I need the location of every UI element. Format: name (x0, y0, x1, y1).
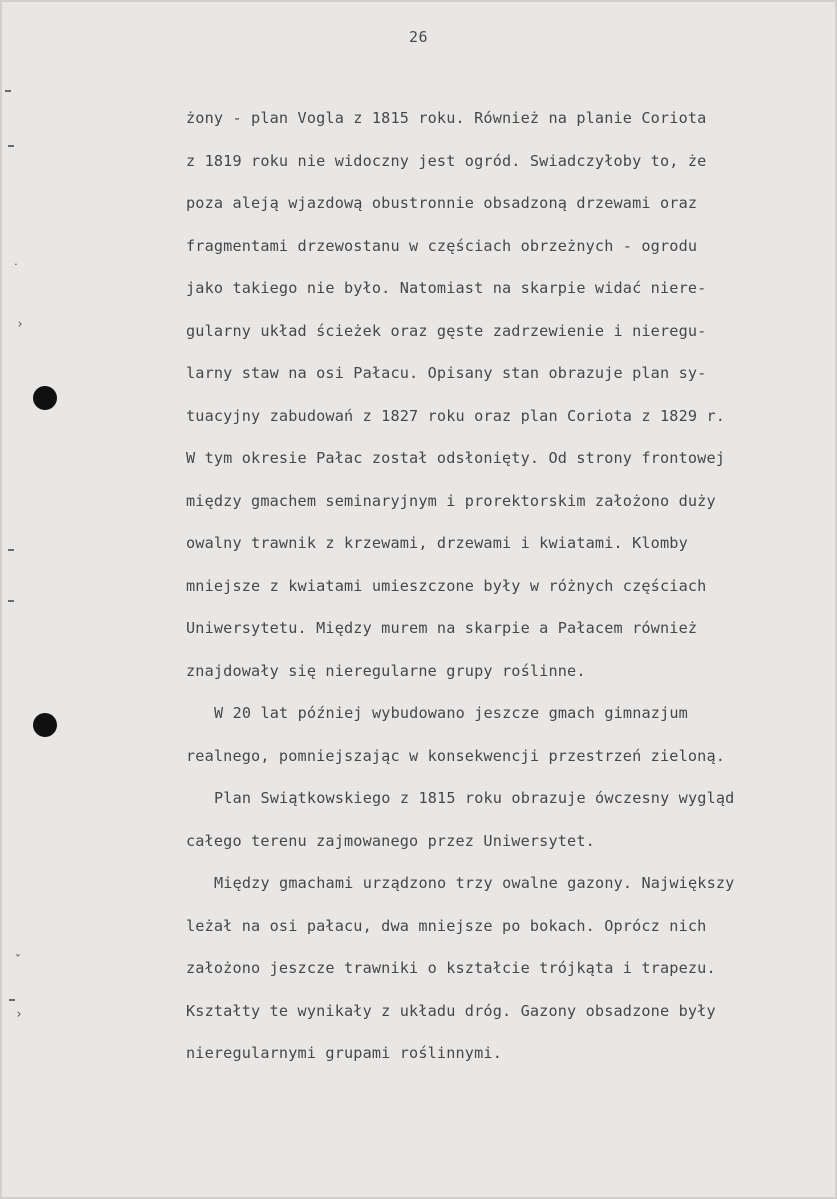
text-line: gularny układ ścieżek oraz gęste zadrzewienie i nieregu- (186, 321, 707, 340)
page-number: 26 (408, 28, 429, 46)
text-line: jako takiego nie było. Natomiast na skarpie widać niere- (186, 279, 707, 297)
text-line: Uniwersytetu. Między murem na skarpie a Pałacem również (186, 619, 698, 637)
margin-mark: › (15, 1007, 23, 1022)
text-line: larny staw na osi Pałacu. Opisany stan obrazuje plan sy- (186, 364, 707, 382)
margin-mark: ˇ (14, 954, 22, 969)
text-line: Plan Swiątkowskiego z 1815 roku obrazuje ówczesny wygląd (214, 789, 735, 807)
text-line: leżał na osi pałacu, dwa mniejsze po bokach. Oprócz nich (186, 916, 707, 935)
margin-dash (8, 145, 14, 147)
typed-text-body (186, 103, 806, 1081)
text-line: znajdowały się nieregularne grupy roślinne. (186, 661, 586, 680)
text-line: żony - plan Vogla z 1815 roku. Również na planie Coriota (186, 109, 707, 127)
text-line: fragmentami drzewostanu w częściach obrzeżnych - ogrodu (186, 236, 698, 255)
text-line: realnego, pomniejszając w konsekwencji przestrzeń zieloną. (186, 746, 726, 765)
text-line: Między gmachami urządzono trzy owalne gazony. Największy (214, 874, 735, 892)
punch-hole-icon (33, 386, 57, 410)
text-line: poza aleją wjazdową obustronnie obsadzoną drzewami oraz (186, 194, 698, 212)
margin-mark: ˙ (12, 263, 20, 278)
margin-dash (8, 549, 14, 551)
text-line: owalny trawnik z krzewami, drzewami i kwiatami. Klomby (186, 534, 688, 552)
text-line: Kształty te wynikały z układu dróg. Gazony obsadzone były (186, 1001, 716, 1020)
text-line: całego terenu zajmowanego przez Uniwersytet. (186, 831, 595, 850)
text-line: założono jeszcze trawniki o kształcie trójkąta i trapezu. (186, 959, 716, 977)
text-line: W 20 lat później wybudowano jeszcze gmach gimnazjum (214, 704, 688, 722)
margin-dash (9, 999, 15, 1001)
margin-mark: › (16, 317, 24, 332)
text-line: nieregularnymi grupami roślinnymi. (186, 1044, 502, 1062)
text-line: między gmachem seminaryjnym i prorektorskim założono duży (186, 491, 716, 510)
margin-dash (5, 90, 11, 92)
text-line: z 1819 roku nie widoczny jest ogród. Swiadczyłoby to, że (186, 151, 707, 170)
text-line: W tym okresie Pałac został odsłonięty. Od strony frontowej (186, 449, 726, 467)
text-line: tuacyjny zabudowań z 1827 roku oraz plan Coriota z 1829 r. (186, 406, 726, 425)
text-line: mniejsze z kwiatami umieszczone były w różnych częściach (186, 576, 707, 595)
margin-dash (8, 600, 14, 602)
punch-hole-icon (33, 713, 57, 737)
